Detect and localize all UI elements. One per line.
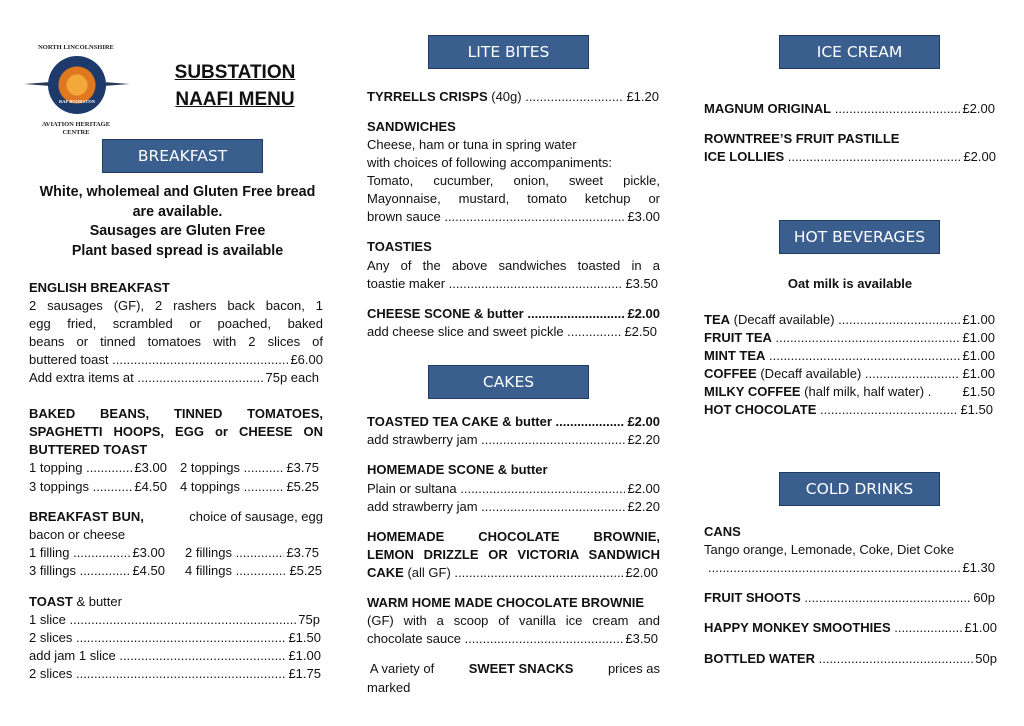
- brownie-title: HOMEMADE CHOCOLATE BROWNIE,: [367, 529, 660, 544]
- ice-cream-header: ICE CREAM: [779, 35, 940, 69]
- filling-4: 4 fillings ..... £5.25: [185, 562, 322, 580]
- hot-beverage-item: FRUIT TEA ..... £1.00: [704, 329, 995, 347]
- sandwiches-title: SANDWICHES: [367, 119, 456, 134]
- extra-items-row: Add extra items at ..... 75p each: [29, 369, 319, 387]
- logo-bottom-text-2: CENTRE: [62, 129, 90, 136]
- menu-title-line2: NAAFI MENU: [175, 89, 295, 110]
- filling-3: 3 fillings ..... £4.50: [29, 562, 165, 580]
- logo-emblem: [48, 56, 106, 114]
- brownie-price-row: CAKE (all GF) ..... £2.00: [367, 564, 658, 582]
- cans-title: CANS: [704, 524, 741, 539]
- hot-beverage-item: MINT TEA ..... £1.00: [704, 347, 995, 365]
- warm-brownie-title: WARM HOME MADE CHOCOLATE BROWNIE: [367, 595, 645, 610]
- cheese-scone-row: CHEESE SCONE & butter ..... £2.00: [367, 305, 660, 323]
- sweet-snacks-note: A variety of SWEET SNACKS prices as: [367, 661, 660, 676]
- sandwiches-price-row: brown sauce ..... £3.00: [367, 208, 660, 226]
- rowntree-title: ROWNTREE’S FRUIT PASTILLE: [704, 131, 900, 146]
- sweet-snacks-note-2: marked: [367, 680, 411, 695]
- topping-2: 2 toppings ..... £3.75: [180, 459, 319, 477]
- tea-cake-jam-row: add strawberry jam ..... £2.20: [367, 431, 660, 449]
- sandwiches-desc: Mayonnaise, mustard, tomato ketchup or: [367, 191, 660, 206]
- toppings-title: SPAGHETTI HOOPS, EGG or CHEESE ON: [29, 424, 323, 439]
- warm-brownie-desc: (GF) with a scoop of vanilla ice cream and: [367, 613, 660, 628]
- menu-title-line1: SUBSTATION: [174, 62, 296, 83]
- toppings-title: BUTTERED TOAST: [29, 442, 148, 457]
- hot-beverage-item: COFFEE (Decaff available) ..... £1.00: [704, 365, 995, 383]
- toast-item: add jam 1 slice ..... £1.00: [29, 647, 321, 665]
- toasties-desc: Any of the above sandwiches toasted in a: [367, 258, 660, 273]
- english-breakfast-price-row: buttered toast ..... £6.00: [29, 351, 323, 369]
- warm-brownie-price-row: chocolate sauce ..... £3.50: [367, 630, 658, 648]
- filling-1: 1 filling ..... £3.00: [29, 544, 165, 562]
- sandwiches-desc: with choices of following accompaniments:: [367, 155, 612, 170]
- brownie-title: LEMON DRIZZLE OR VICTORIA SANDWICH: [367, 547, 660, 562]
- scone-jam-row: add strawberry jam ..... £2.20: [367, 498, 660, 516]
- logo-top-text: NORTH LINCOLNSHIRE: [38, 44, 114, 51]
- toasties-price-row: toastie maker ..... £3.50: [367, 275, 658, 293]
- hot-beverages-header: HOT BEVERAGES: [779, 220, 940, 254]
- english-breakfast-desc: 2 sausages (GF), 2 rashers back bacon, 1: [29, 298, 323, 313]
- fruit-shoots-row: FRUIT SHOOTS ..... 60p: [704, 589, 995, 607]
- cans-desc: Tango orange, Lemonade, Coke, Diet Coke: [704, 542, 955, 557]
- scone-plain-row: Plain or sultana ..... £2.00: [367, 480, 660, 498]
- cold-drinks-header: COLD DRINKS: [779, 472, 940, 506]
- logo-center-text: RAF BOOKSTON: [59, 99, 95, 104]
- bottled-water-row: BOTTLED WATER ..... 50p: [704, 650, 997, 668]
- topping-1: 1 topping ..... £3.00: [29, 459, 167, 477]
- oat-milk-note: Oat milk is available: [787, 276, 913, 291]
- hot-beverage-item: MILKY COFFEE (half milk, half water) . £1.50: [704, 384, 995, 399]
- magnum-row: MAGNUM ORIGINAL ..... £2.00: [704, 100, 995, 118]
- toast-item: 2 slices ..... £1.50: [29, 629, 321, 647]
- toppings-title: BAKED BEANS, TINNED TOMATOES,: [29, 406, 323, 421]
- topping-3: 3 toppings ..... £4.50: [29, 478, 167, 496]
- logo-bottom-text: AVIATION HERITAGE: [41, 121, 111, 128]
- english-breakfast-desc: egg fried, scrambled or poached, baked: [29, 316, 323, 331]
- toast-title: TOAST & butter: [29, 594, 122, 609]
- ice-lollies-row: ICE LOLLIES ..... £2.00: [704, 148, 996, 166]
- english-breakfast-title: ENGLISH BREAKFAST: [29, 280, 170, 295]
- english-breakfast-desc: beans or tinned tomatoes with 2 slices of: [29, 334, 323, 349]
- breakfast-header: BREAKFAST: [102, 139, 263, 173]
- hot-beverage-item: HOT CHOCOLATE ..... £1.50: [704, 401, 993, 419]
- cakes-header: CAKES: [428, 365, 589, 399]
- breakfast-bun-desc: bacon or cheese: [29, 527, 126, 542]
- sandwiches-desc: Cheese, ham or tuna in spring water: [367, 137, 577, 152]
- scone-title: HOMEMADE SCONE & butter: [367, 462, 548, 477]
- cheese-slice-row: add cheese slice and sweet pickle ..... £2.50: [367, 323, 657, 341]
- cans-price-row: ..... £1.30: [708, 559, 995, 577]
- toasties-title: TOASTIES: [367, 239, 432, 254]
- smoothies-row: HAPPY MONKEY SMOOTHIES ..... £1.00: [704, 619, 997, 637]
- lite-bites-header: LITE BITES: [428, 35, 589, 69]
- topping-4: 4 toppings ..... £5.25: [180, 478, 319, 496]
- hot-beverage-item: TEA (Decaff available) ..... £1.00: [704, 311, 995, 329]
- toast-item: 2 slices ..... £1.75: [29, 665, 321, 683]
- crisps-row: TYRRELLS CRISPS (40g) ..... £1.20: [367, 88, 659, 106]
- filling-2: 2 fillings ..... £3.75: [185, 544, 319, 562]
- sandwiches-desc: Tomato, cucumber, onion, sweet pickle,: [367, 173, 660, 188]
- tea-cake-row: TOASTED TEA CAKE & butter ..... £2.00: [367, 413, 660, 431]
- toast-item: 1 slice ..... 75p: [29, 611, 320, 629]
- breakfast-bun-title: BREAKFAST BUN, choice of sausage, egg: [29, 509, 323, 524]
- bread-note: White, wholemeal and Gluten Free bread are available. Sausages are Gluten Free Plant based spread is available: [39, 184, 316, 259]
